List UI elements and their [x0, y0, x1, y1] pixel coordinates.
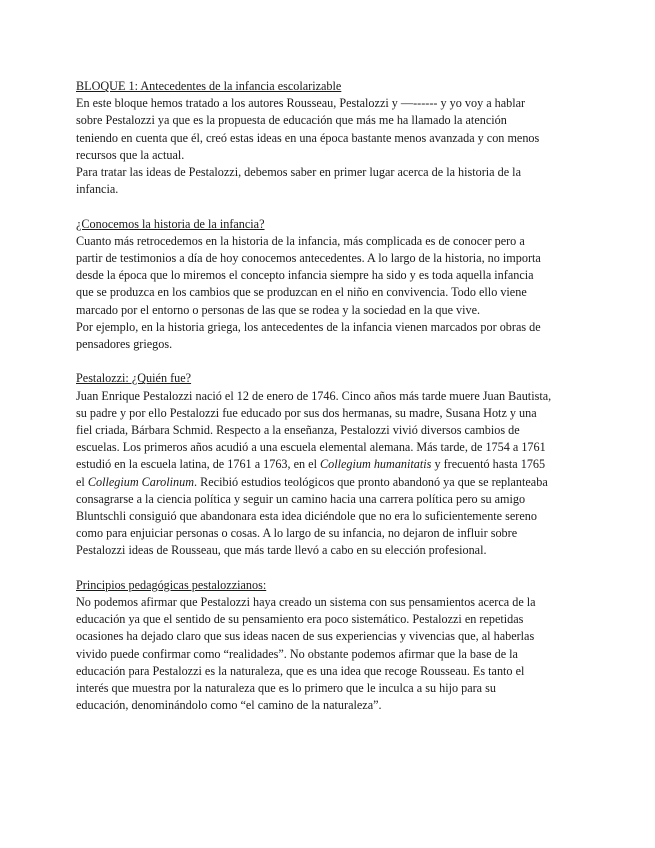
text-line: infancia.: [76, 182, 119, 197]
paragraph: [76, 164, 586, 198]
text-line: consagrarse a la ciencia política y seguir un camino hacia una carrera política pero su amigo: [76, 491, 526, 506]
text-line: como para enjuiciar personas o cosas. A lo largo de su infancia, no dejaron de influir sobre: [76, 526, 518, 541]
text-line: pensadores griegos.: [76, 337, 173, 352]
section-heading: ¿Conocemos la historia de la infancia?: [76, 216, 265, 231]
document-page: [76, 78, 586, 714]
text-line: Pestalozzi ideas de Rousseau, que más tarde llevó a cabo en su elección profesional.: [76, 543, 487, 558]
text-line: [76, 456, 586, 473]
text-run: . Recibió estudios teológicos que pronto abandonó ya que se replanteaba: [194, 474, 548, 489]
italic-text-run: Collegium Carolinum: [87, 474, 195, 489]
text-line: Por ejemplo, en la historia griega, los antecedentes de la infancia vienen marcados por obras de: [76, 319, 541, 334]
paragraph: [76, 233, 586, 319]
text-line: No podemos afirmar que Pestalozzi haya creado un sistema con sus pensamientos acerca de la: [76, 595, 536, 610]
text-line: Juan Enrique Pestalozzi nació el 12 de enero de 1746. Cinco años más tarde muere Juan Bautista,: [76, 388, 552, 403]
section-bloque-1: [76, 78, 586, 198]
italic-text-run: Collegium humanitatis: [320, 457, 432, 472]
text-line: marcado por el entorno o personas de las que se rodea y la sociedad en la que vive.: [76, 302, 481, 317]
text-line: escuelas. Los primeros años acudió a una escuela elemental alemana. Más tarde, de 1754 a 1761: [76, 440, 546, 455]
paragraph: [76, 388, 586, 560]
text-line: educación para Pestalozzi es la naturaleza, que es una idea que recoge Rousseau. Es tanto el: [76, 663, 525, 678]
text-line: fiel criada, Bárbara Schmid. Respecto a la enseñanza, Pestalozzi vivió diversos cambios de: [76, 423, 520, 438]
section-historia-infancia: [76, 216, 586, 354]
section-principios-pedagogicos: [76, 577, 586, 715]
text-line: educación, denominándolo como “el camino de la naturaleza”.: [76, 698, 382, 713]
paragraph: [76, 594, 586, 714]
text-line: Para tratar las ideas de Pestalozzi, debemos saber en primer lugar acerca de la historia de la: [76, 165, 521, 180]
text-line: ocasiones ha dejado claro que sus ideas nacen de sus experiencias y vivencias que, al haberlas: [76, 629, 535, 644]
text-line: su padre y por ello Pestalozzi fue educado por sus dos hermanas, su madre, Susana Hotz y una: [76, 405, 537, 420]
section-heading: Principios pedagógicas pestalozzianos:: [76, 577, 267, 592]
text-line: Cuanto más retrocedemos en la historia de la infancia, más complicada es de conocer pero a: [76, 233, 525, 248]
paragraph: [76, 95, 586, 164]
text-line: que se produzca en los cambios que se produzcan en el niño en convivencia. Todo ello viene: [76, 285, 527, 300]
paragraph: [76, 319, 586, 353]
text-line: interés que muestra por la naturaleza que es lo primero que le inculca a su hijo para su: [76, 681, 496, 696]
text-line: recursos que la actual.: [76, 147, 185, 162]
text-line: educación ya que el sentido de su pensamiento era poco sistemático. Pestalozzi en repetidas: [76, 612, 524, 627]
section-heading: Pestalozzi: ¿Quién fue?: [76, 371, 192, 386]
text-line: desde la época que lo miremos el concepto infancia siempre ha sido y es toda aquella infancia: [76, 268, 534, 283]
section-quien-fue: [76, 370, 586, 559]
text-line: vivido puede confirmar como “realidades”. No obstante podemos afirmar que la base de la: [76, 646, 518, 661]
text-run: el: [76, 474, 88, 489]
text-line: teniendo en cuenta que él, creó estas ideas en una época bastante menos avanzada y con menos: [76, 130, 540, 145]
text-line: partir de testimonios a día de hoy conocemos antecedentes. A lo largo de la historia, no importa: [76, 251, 541, 266]
text-line: En este bloque hemos tratado a los autores Rousseau, Pestalozzi y —------ y yo voy a hablar: [76, 96, 526, 111]
paragraph-spacer: [76, 198, 586, 215]
text-run: y frecuentó hasta 1765: [431, 457, 546, 472]
paragraph-spacer: [76, 560, 586, 577]
text-line: [76, 474, 586, 491]
paragraph-spacer: [76, 353, 586, 370]
text-line: sobre Pestalozzi ya que es la propuesta de educación que más me ha llamado la atención: [76, 113, 507, 128]
section-heading: BLOQUE 1: Antecedentes de la infancia escolarizable: [76, 79, 342, 93]
text-line: Bluntschli consiguió que abandonara esta idea diciéndole que no era lo suficientemente sereno: [76, 509, 537, 524]
text-run: estudió en la escuela latina, de 1761 a 1763, en el: [76, 457, 321, 472]
